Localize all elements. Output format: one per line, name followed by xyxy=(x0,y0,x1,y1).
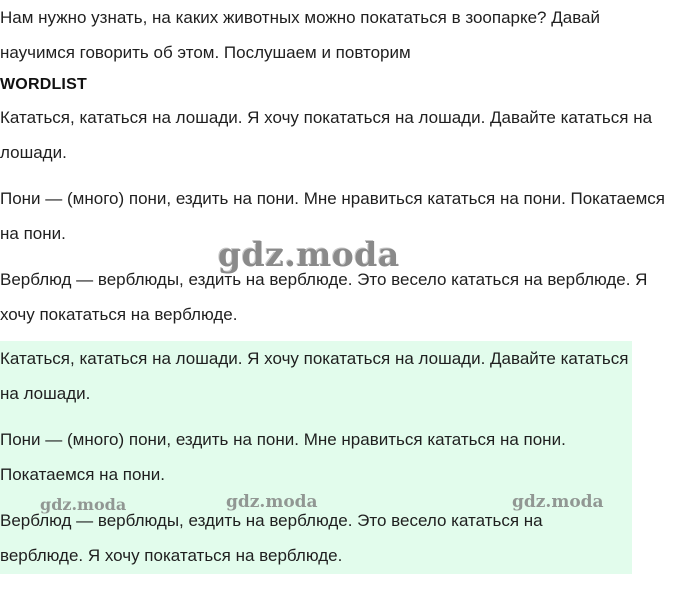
answer-block xyxy=(0,341,632,574)
intro-text: Нам нужно узнать, на каких животных можно покататься в зоопарке? Давай научимся говорить об этом. Послушаем и повторим xyxy=(0,8,600,62)
answer-entry-pony: Пони — (много) пони, ездить на пони. Мне нравиться кататься на пони. Покатаемся на пони. xyxy=(0,430,566,484)
watermark-center: gdz.moda xyxy=(226,492,318,512)
wordlist-entry-horse: Кататься, кататься на лошади. Я хочу покататься на лошади. Давайте кататься на лошади. xyxy=(0,108,653,162)
wordlist-heading: WORDLIST xyxy=(0,76,87,93)
answer-entry-camel: Верблюд — верблюды, ездить на верблюде. Это весело кататься на верблюде. Я хочу покататься на верблюде. xyxy=(0,511,543,565)
watermark-large: gdz.moda xyxy=(218,235,400,274)
wordlist-entry-pony: Пони — (много) пони, ездить на пони. Мне нравиться кататься на пони. Покатаемся на пони. xyxy=(0,189,665,243)
answer-entry-horse: Кататься, кататься на лошади. Я хочу покататься на лошади. Давайте кататься на лошади. xyxy=(0,349,629,403)
watermark-left: gdz.moda xyxy=(40,495,127,514)
wordlist-entry-camel: Верблюд — верблюды, ездить на верблюде. Это весело кататься на верблюде. Я хочу покататься на верблюде. xyxy=(0,270,648,324)
watermark-right: gdz.moda xyxy=(512,492,604,512)
